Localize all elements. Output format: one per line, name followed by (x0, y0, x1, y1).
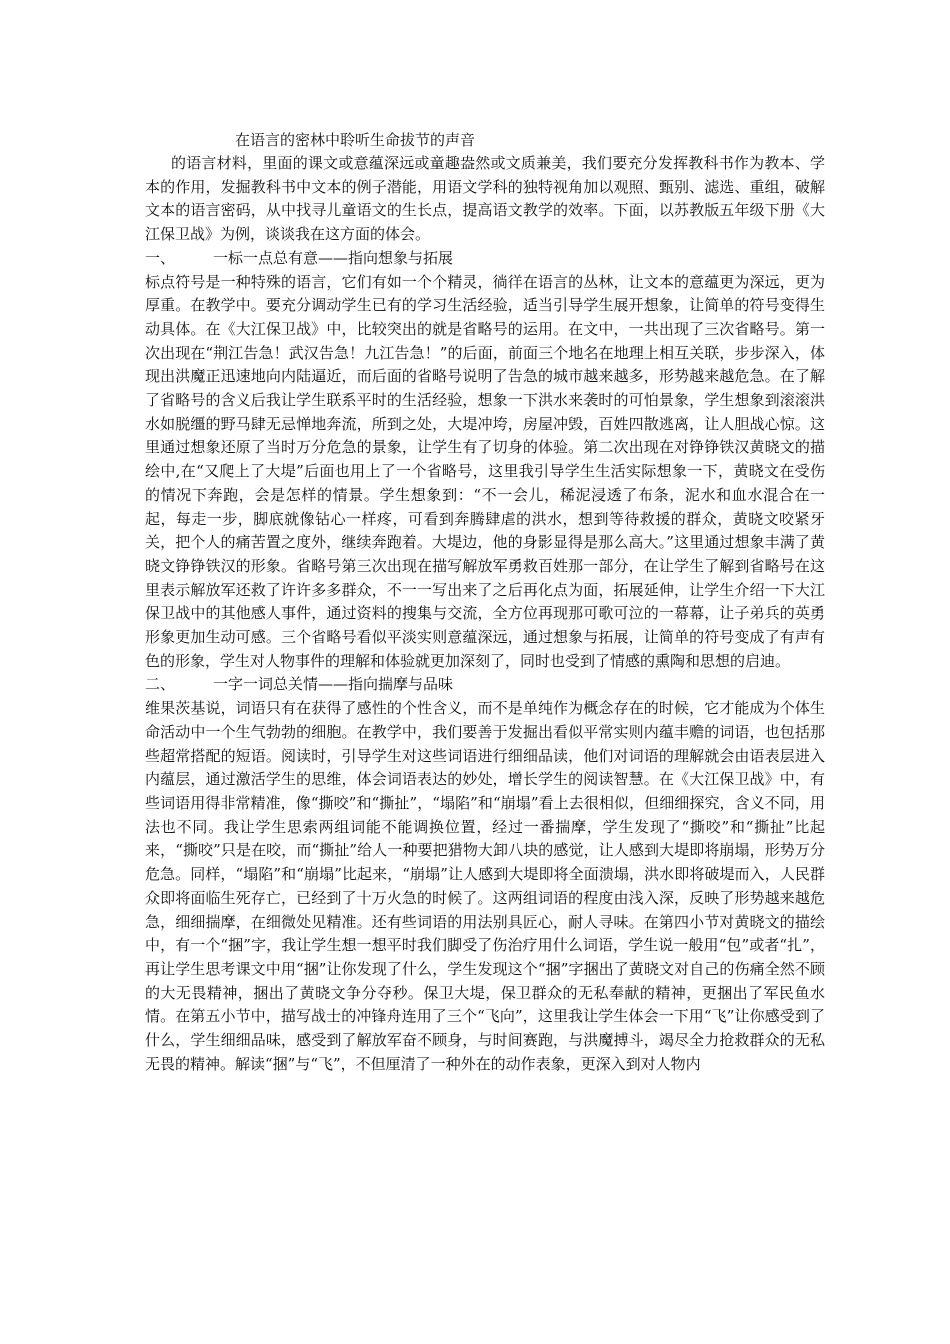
section-heading-2-text: 一字一词总关情——指向揣摩与品味 (213, 675, 454, 694)
section-heading-1-text: 一标一点总有意——指向想象与拓展 (213, 248, 454, 267)
section-body-2: 维果茨基说，词语只有在获得了感性的个性含义，而不是单纯作为概念存在的时候，它才能成为个体生命活动中一个生气勃勃的细胞。在教学中，我们要善于发掘出看似平常实则内蕴丰赡的词语，也包括那些超常搭配的短语。阅读时，引导学生对这些词语进行细细品读，他们对词语的理解就会由语表层进入内蕴层，通过激活学生的思维，体会词语表达的妙处，增长学生的阅读智慧。在《大江保卫战》中，有些词语用得非常精准，像“撕咬”和“撕扯”，“塌陷”和“崩塌”看上去很相似，但细细探究，含义不同，用法也不同。我让学生思索两组词能不能调换位置，经过一番揣摩，学生发现了“撕咬”和“撕扯”比起来，“撕咬”只是在咬，而“撕扯”给人一种要把猎物大卸八块的感觉，让人感到大堤即将崩塌，形势万分危急。同样，“塌陷”和“崩塌”比起来，“崩塌”让人感到大堤即将全面溃塌，洪水即将破堤而入，人民群众即将面临生死存亡，已经到了十万火急的时候了。这两组词语的程度由浅入深，反映了形势越来越危急，细细揣摩，在细微处见精准。还有些词语的用法别具匠心，耐人寻味。在第四小节对黄晓文的描绘中，有一个“捆”字，我让学生想一想平时我们脚受了伤治疗用什么词语，学生说一般用“包”或者“扎”，再让学生思考课文中用“捆”让你发现了什么，学生发现这个“捆”字捆出了黄晓文对自己的伤痛全然不顾的大无畏精神，捆出了黄晓文争分夺秒。保卫大堤，保卫群众的无私奉献的精神，更捆出了军民鱼水情。在第五小节中，描写战士的冲锋舟连用了三个“飞向”，这里我让学生体会一下用“飞”让你感受到了什么，学生细细品味，感受到了解放军奋不顾身，与时间赛跑，与洪魔搏斗，竭尽全力抢救群众的无私无畏的精神。解读“捆”与“飞”，不但厘清了一种外在的动作表象，更深入到对人物内 (145, 699, 825, 1073)
intro-paragraph: 的语言材料，里面的课文或意蕴深远或童趣盎然或文质兼美，我们要充分发挥教科书作为教本、学本的作用，发掘教科书中文本的例子潜能，用语文学科的独特视角加以观照、甄别、滤选、重组，破解文本的语言密码，从中找寻儿童语文的生长点，提高语文教学的效率。下面，以苏教版五年级下册《大江保卫战》为例，谈谈我在这方面的体会。 (145, 154, 825, 244)
section-number-1: 一、 (145, 248, 176, 267)
section-heading-2 (145, 673, 825, 697)
section-number-2: 二、 (145, 675, 176, 694)
document-page (145, 128, 825, 1076)
section-body-1: 标点符号是一种特殊的语言，它们有如一个个精灵，徜徉在语言的丛林，让文本的意蕴更为深远，更为厚重。在教学中。要充分调动学生已有的学习生活经验，适当引导学生展开想象，让简单的符号变得生动具体。在《大江保卫战》中，比较突出的就是省略号的运用。在文中，一共出现了三次省略号。第一次出现在“荆江告急！武汉告急！九江告急！”的后面，前面三个地名在地理上相互关联，步步深入，体现出洪魔正迅速地向内陆逼近，而后面的省略号说明了告急的城市越来越多，形势越来越危急。在了解了省略号的含义后我让学生联系平时的生活经验，想象一下洪水来袭时的可怕景象，学生想象到滚滚洪水如脱缰的野马肆无忌惮地奔流，所到之处，大堤冲垮，房屋冲毁，百姓四散逃离，让人胆战心惊。这里通过想象还原了当时万分危急的景象，让学生有了切身的体验。第二次出现在对铮铮铁汉黄晓文的描绘中,在“又爬上了大堤”后面也用上了一个省略号，这里我引导学生生活实际想象一下，黄晓文在受伤的情况下奔跑，会是怎样的情景。学生想象到：“不一会儿，稀泥浸透了布条，泥水和血水混合在一起，每走一步，脚底就像钻心一样疼，可看到奔腾肆虐的洪水，想到等待救援的群众，黄晓文咬紧牙关，把个人的痛苦置之度外，继续奔跑着。大堤边，他的身影显得是那么高大。”这里通过想象丰满了黄晓文铮铮铁汉的形象。省略号第三次出现在描写解放军勇救百姓那一部分，在让学生了解到省略号在这里表示解放军还救了许许多多群众，不一一写出来了之后再化点为面，拓展延伸，让学生介绍一下大江保卫战中的其他感人事件，通过资料的搜集与交流，全方位再现那可歌可泣的一幕幕，让子弟兵的英勇形象更加生动可感。三个省略号看似平淡实则意蕴深远，通过想象与拓展，让简单的符号变成了有声有色的形象，学生对人物事件的理解和体验就更加深刻了，同时也受到了情感的熏陶和思想的启迪。 (145, 272, 825, 670)
document-title: 在语言的密林中聆听生命拔节的声音 (235, 131, 476, 149)
section-heading-1 (145, 247, 825, 271)
